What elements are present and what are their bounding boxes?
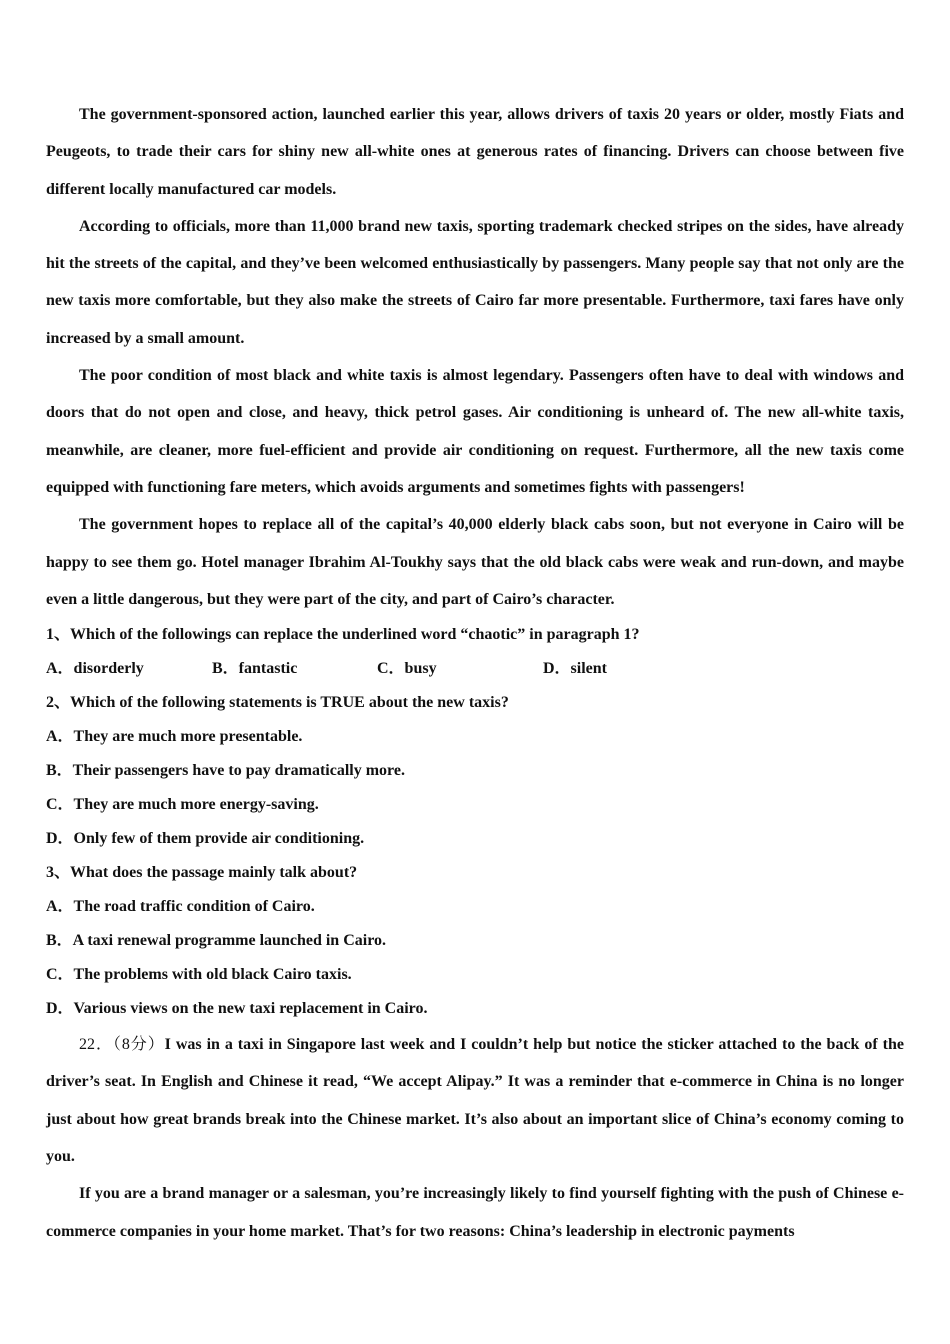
question-1-stem: 1、Which of the followings can replace the underlined word “chaotic” in paragraph 1? — [46, 626, 640, 644]
document-page — [46, 96, 904, 1250]
question-2-option-a[interactable]: A．They are much more presentable. — [46, 728, 303, 746]
question-1-option-b[interactable]: B．fantastic — [212, 660, 298, 678]
question-3-stem: 3、What does the passage mainly talk about? — [46, 864, 358, 882]
question-3-option-a[interactable]: A．The road traffic condition of Cairo. — [46, 898, 315, 916]
section-22-paragraph-1-text: I was in a taxi in Singapore last week and I couldn’t help but notice the sticker attached to the back of the driver’s seat. In English and Chinese it read, “We accept Alipay.” It was a reminder that e-commerce in China is no longer just about how great brands break into the Chinese market. It’s also about an important slice of China’s economy coming to you. — [46, 1036, 904, 1166]
question-1-option-c[interactable]: C．busy — [377, 660, 437, 678]
question-3-option-b[interactable]: B．A taxi renewal programme launched in Cairo. — [46, 932, 387, 950]
question-3-option-d[interactable]: D．Various views on the new taxi replacement in Cairo. — [46, 1000, 428, 1018]
section-22-number: 22．（8分） — [79, 1036, 165, 1054]
question-3-option-c[interactable]: C．The problems with old black Cairo taxis. — [46, 966, 352, 984]
question-1-option-d[interactable]: D．silent — [543, 660, 608, 678]
question-1-option-a[interactable]: A．disorderly — [46, 660, 144, 678]
passage-paragraph-1: The government-sponsored action, launched earlier this year, allows drivers of taxis 20 years or older, mostly Fiats and Peugeots, to trade their cars for shiny new all-white ones at generous rates of financing. Drivers can choose between five different locally manufactured car models. — [46, 106, 904, 198]
question-2-option-d[interactable]: D．Only few of them provide air conditioning. — [46, 830, 365, 848]
passage-paragraph-2: According to officials, more than 11,000 brand new taxis, sporting trademark checked stripes on the sides, have already hit the streets of the capital, and they’ve been welcomed enthusiastically by passengers. Many people say that not only are the new taxis more comfortable, but they also make the streets of Cairo far more presentable. Furthermore, taxi fares have only increased by a small amount. — [46, 217, 904, 347]
question-2-stem: 2、Which of the following statements is TRUE about the new taxis? — [46, 694, 509, 712]
question-1-options — [46, 652, 904, 686]
passage-paragraph-3: The poor condition of most black and white taxis is almost legendary. Passengers often have to deal with windows and doors that do not open and close, and heavy, thick petrol gases. Air conditioning is unheard of. The new all-white taxis, meanwhile, are cleaner, more fuel-efficient and provide air conditioning on request. Furthermore, all the new taxis come equipped with functioning fare meters, which avoids arguments and sometimes fights with passengers! — [46, 367, 904, 496]
passage-paragraph-4: The government hopes to replace all of the capital’s 40,000 elderly black cabs soon, but not everyone in Cairo will be happy to see them go. Hotel manager Ibrahim Al-Toukhy says that the old black cabs were weak and run-down, and maybe even a little dangerous, but they were part of the city, and part of Cairo’s character. — [46, 516, 904, 608]
question-2-option-b[interactable]: B．Their passengers have to pay dramatically more. — [46, 762, 405, 780]
section-22-paragraph-2: If you are a brand manager or a salesman, you’re increasingly likely to find yourself fighting with the push of Chinese e-commerce companies in your home market. That’s for two reasons: China’s leadership in electronic payments — [46, 1185, 904, 1240]
question-2-option-c[interactable]: C．They are much more energy-saving. — [46, 796, 319, 814]
section-22-paragraph-1 — [46, 1026, 904, 1175]
